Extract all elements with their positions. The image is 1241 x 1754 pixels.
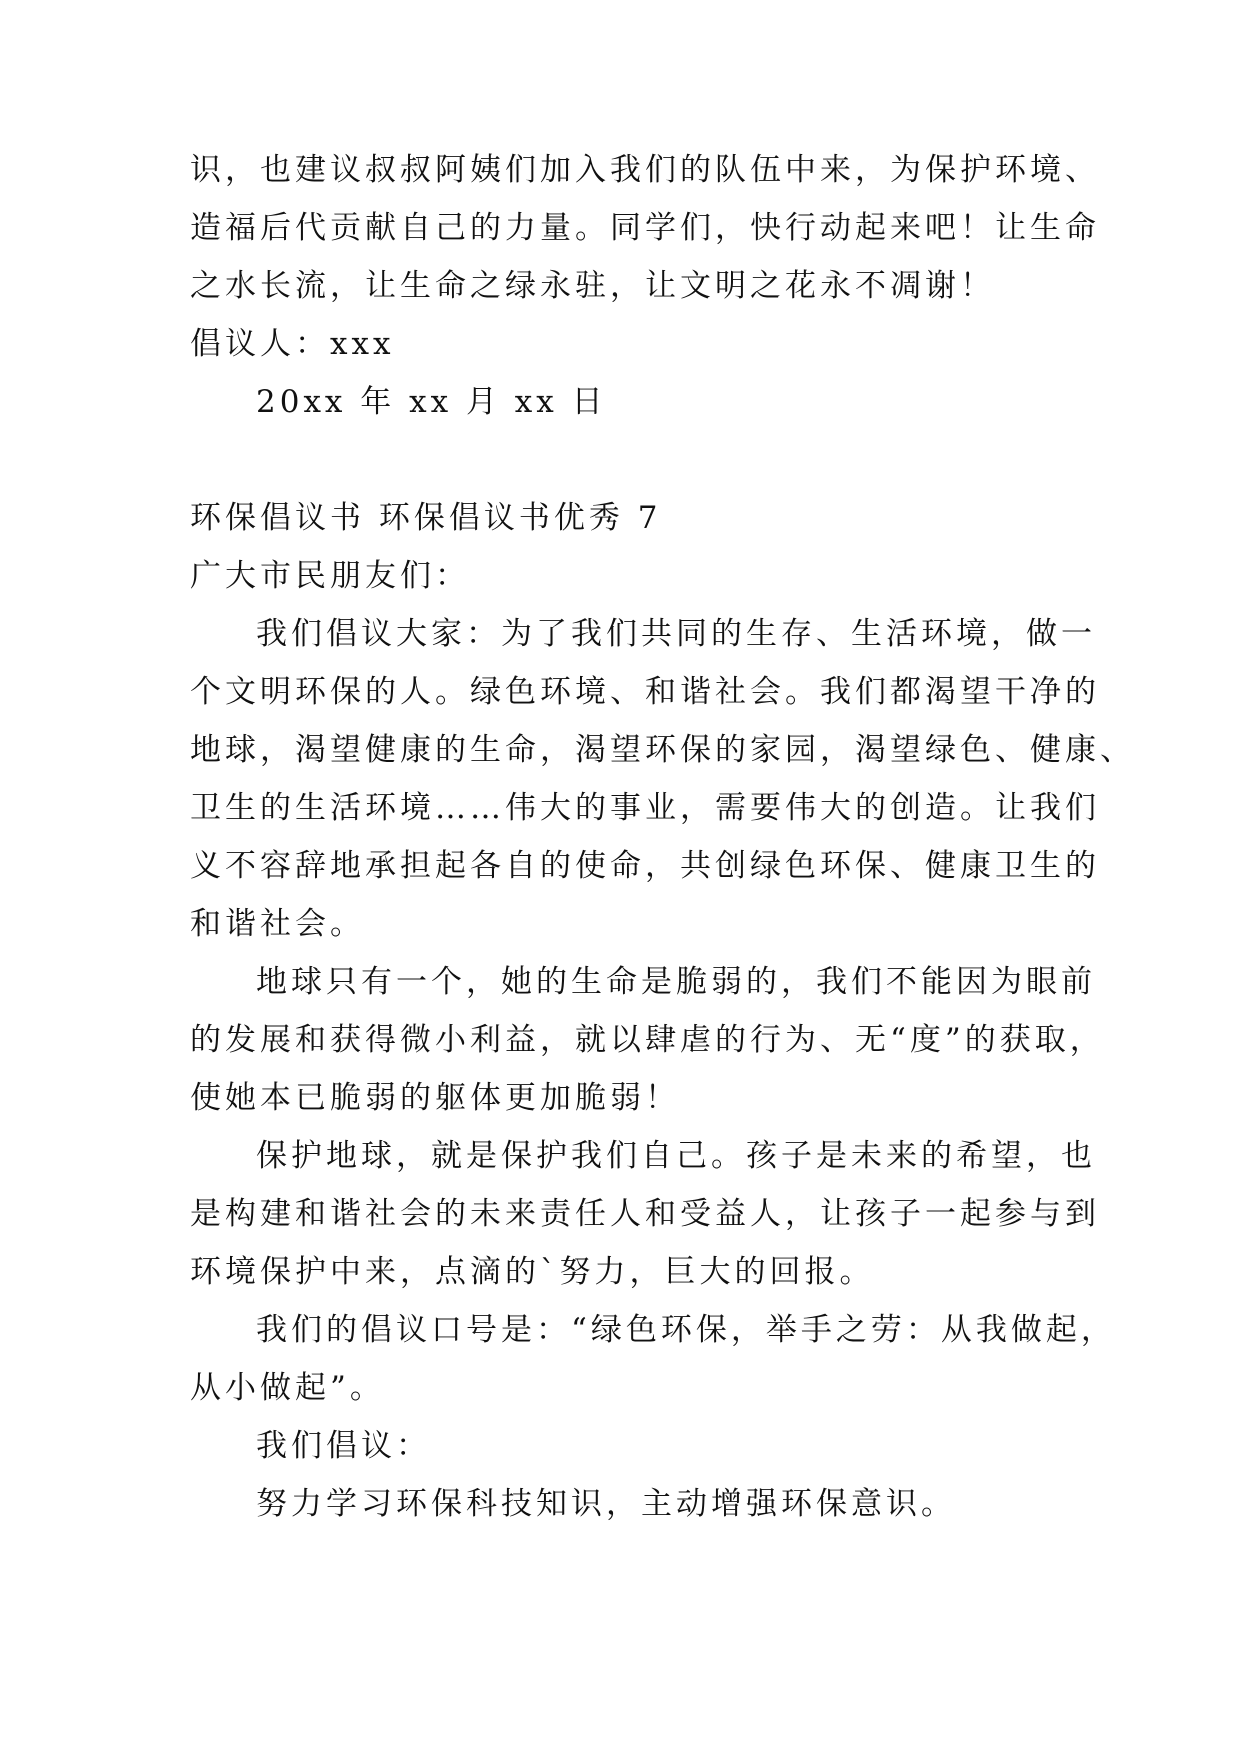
date-line: 20xx 年 xx 月 xx 日 [256, 384, 607, 420]
body-text-line: 使她本已脆弱的躯体更加脆弱！ [190, 1080, 680, 1116]
salutation: 广大市民朋友们： [190, 558, 470, 594]
body-text-line: 努力学习环保科技知识，主动增强环保意识。 [256, 1486, 956, 1522]
body-text-line: 之水长流，让生命之绿永驻，让文明之花永不凋谢！ [190, 268, 995, 304]
body-text-line: 从小做起”。 [190, 1370, 385, 1406]
body-text-line: 我们倡议： [256, 1428, 431, 1464]
body-text-line: 地球只有一个，她的生命是脆弱的，我们不能因为眼前 [256, 964, 1096, 1000]
signature-line: 倡议人：xxx [190, 326, 395, 362]
body-text-line: 地球，渴望健康的生命，渴望环保的家园，渴望绿色、健康、 [190, 732, 1135, 768]
body-text-line: 识，也建议叔叔阿姨们加入我们的队伍中来，为保护环境、 [190, 152, 1100, 188]
body-text-line: 个文明环保的人。绿色环境、和谐社会。我们都渴望干净的 [190, 674, 1100, 710]
body-text-line: 的发展和获得微小利益，就以肆虐的行为、无“度”的获取， [190, 1022, 1105, 1058]
body-text-line: 是构建和谐社会的未来责任人和受益人，让孩子一起参与到 [190, 1196, 1100, 1232]
body-text-line: 我们倡议大家：为了我们共同的生存、生活环境，做一 [256, 616, 1096, 652]
section-title: 环保倡议书 环保倡议书优秀 7 [190, 500, 662, 536]
body-text-line: 造福后代贡献自己的力量。同学们，快行动起来吧！让生命 [190, 210, 1100, 246]
body-text-line: 我们的倡议口号是：“绿色环保，举手之劳：从我做起， [256, 1312, 1116, 1348]
body-text-line: 环境保护中来，点滴的`努力，巨大的回报。 [190, 1254, 875, 1290]
body-text-line: 卫生的生活环境……伟大的事业，需要伟大的创造。让我们 [190, 790, 1100, 826]
body-text-line: 和谐社会。 [190, 906, 365, 942]
body-text-line: 义不容辞地承担起各自的使命，共创绿色环保、健康卫生的 [190, 848, 1100, 884]
body-text-line: 保护地球，就是保护我们自己。孩子是未来的希望，也 [256, 1138, 1096, 1174]
